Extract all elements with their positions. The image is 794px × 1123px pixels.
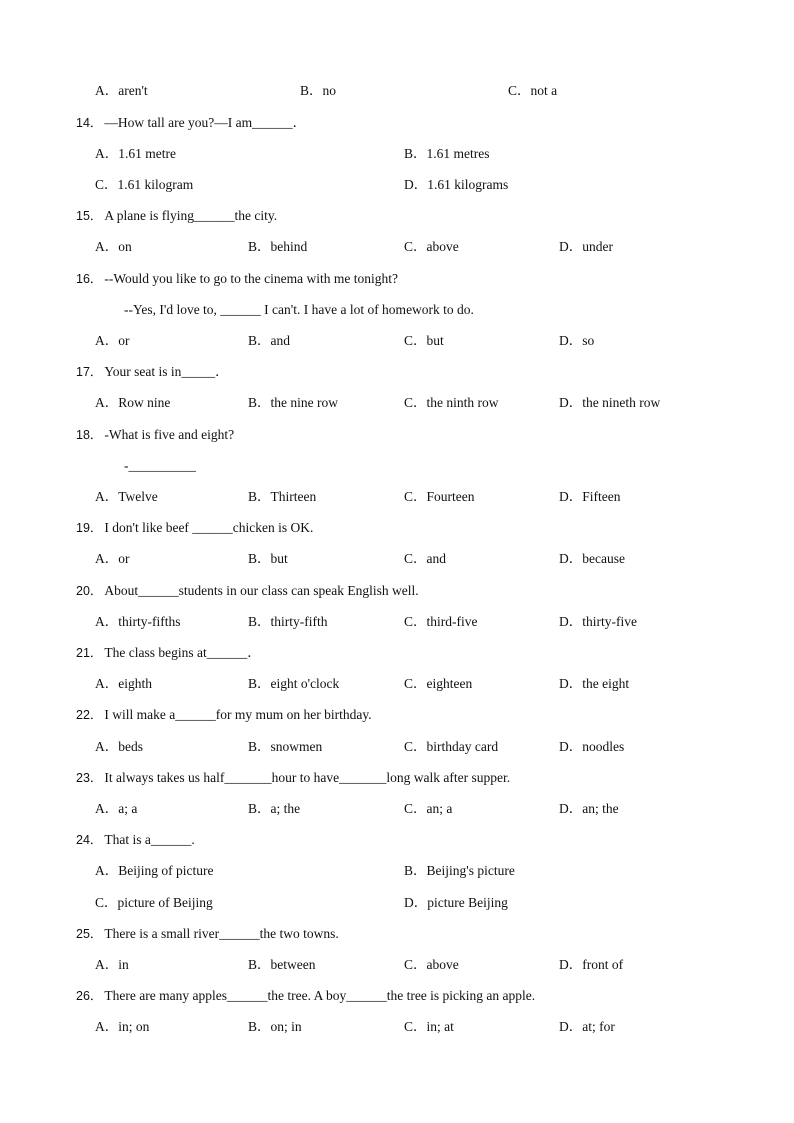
option-b: B．a; the	[248, 801, 301, 816]
question-20: 20． About______students in our class can speak English well.	[76, 583, 419, 598]
option-b: B．Thirteen	[248, 489, 317, 504]
option-b: B．Beijing's picture	[404, 863, 515, 878]
option-c: C．above	[404, 239, 459, 254]
option-a: A．in	[95, 957, 129, 972]
option-c: C．third-five	[404, 614, 478, 629]
option-d: D．an; the	[559, 801, 619, 816]
option-b: B．between	[248, 957, 316, 972]
question-16: 16． --Would you like to go to the cinema with me tonight?	[76, 271, 399, 286]
option-d: D．thirty-five	[559, 614, 637, 629]
option-a: A．a; a	[95, 801, 138, 816]
option-c: C．an; a	[404, 801, 453, 816]
question-22: 22． I will make a______for my mum on her birthday.	[76, 707, 372, 722]
option-d: D．under	[559, 239, 613, 254]
question-19: 19． I don't like beef ______chicken is OK.	[76, 520, 314, 535]
option-c: C．not a	[508, 83, 558, 98]
option-b: B．thirty-fifth	[248, 614, 328, 629]
option-c: C．and	[404, 551, 447, 566]
option-c: C．picture of Beijing	[95, 895, 213, 910]
question-23: 23． It always takes us half_______hour to have_______long walk after supper.	[76, 770, 511, 785]
option-c: C．1.61 kilogram	[95, 177, 194, 192]
question-14: 14． —How tall are you?—I am______．	[76, 115, 307, 130]
option-d: D．picture Beijing	[404, 895, 508, 910]
option-b: B．snowmen	[248, 739, 323, 754]
option-d: D．because	[559, 551, 625, 566]
option-c: C．Fourteen	[404, 489, 475, 504]
option-a: A．Twelve	[95, 489, 158, 504]
question-16-response: --Yes, I'd love to, ______ I can't. I have a lot of homework to do.	[124, 302, 474, 317]
option-a: A．Row nine	[95, 395, 171, 410]
question-24: 24． That is a______.	[76, 832, 195, 847]
question-18-response: -__________	[124, 458, 196, 473]
option-b: B．the nine row	[248, 395, 338, 410]
option-d: D．noodles	[559, 739, 625, 754]
option-c: C．in; at	[404, 1019, 454, 1034]
question-18: 18． -What is five and eight?	[76, 427, 235, 442]
option-d: D．the eight	[559, 676, 630, 691]
option-b: B．and	[248, 333, 291, 348]
option-d: D．Fifteen	[559, 489, 621, 504]
option-a: A．eighth	[95, 676, 152, 691]
option-b: B．behind	[248, 239, 308, 254]
question-15: 15． A plane is flying______the city.	[76, 208, 278, 223]
option-a: A．beds	[95, 739, 143, 754]
option-a: A．aren't	[95, 83, 148, 98]
question-26: 26． There are many apples______the tree. A boy______the tree is picking an apple.	[76, 988, 536, 1003]
option-d: D．the nineth row	[559, 395, 661, 410]
option-c: C．birthday card	[404, 739, 499, 754]
option-a: A．or	[95, 333, 130, 348]
option-b: B．eight o'clock	[248, 676, 340, 691]
option-b: B．but	[248, 551, 288, 566]
option-c: C．but	[404, 333, 444, 348]
option-c: C．above	[404, 957, 459, 972]
question-17: 17． Your seat is in_____．	[76, 364, 229, 379]
option-a: A．in; on	[95, 1019, 150, 1034]
option-d: D．at; for	[559, 1019, 615, 1034]
option-c: C．the ninth row	[404, 395, 499, 410]
option-d: D．front of	[559, 957, 624, 972]
option-a: A．on	[95, 239, 132, 254]
option-c: C．eighteen	[404, 676, 473, 691]
question-21: 21． The class begins at______．	[76, 645, 261, 660]
option-b: B．on; in	[248, 1019, 302, 1034]
option-a: A．or	[95, 551, 130, 566]
option-a: A．1.61 metre	[95, 146, 176, 161]
option-d: D．so	[559, 333, 595, 348]
option-d: D．1.61 kilograms	[404, 177, 509, 192]
option-a: A．thirty-fifths	[95, 614, 181, 629]
option-a: A．Beijing of picture	[95, 863, 214, 878]
option-b: B．no	[300, 83, 337, 98]
question-25: 25． There is a small river______the two towns.	[76, 926, 339, 941]
option-b: B．1.61 metres	[404, 146, 490, 161]
